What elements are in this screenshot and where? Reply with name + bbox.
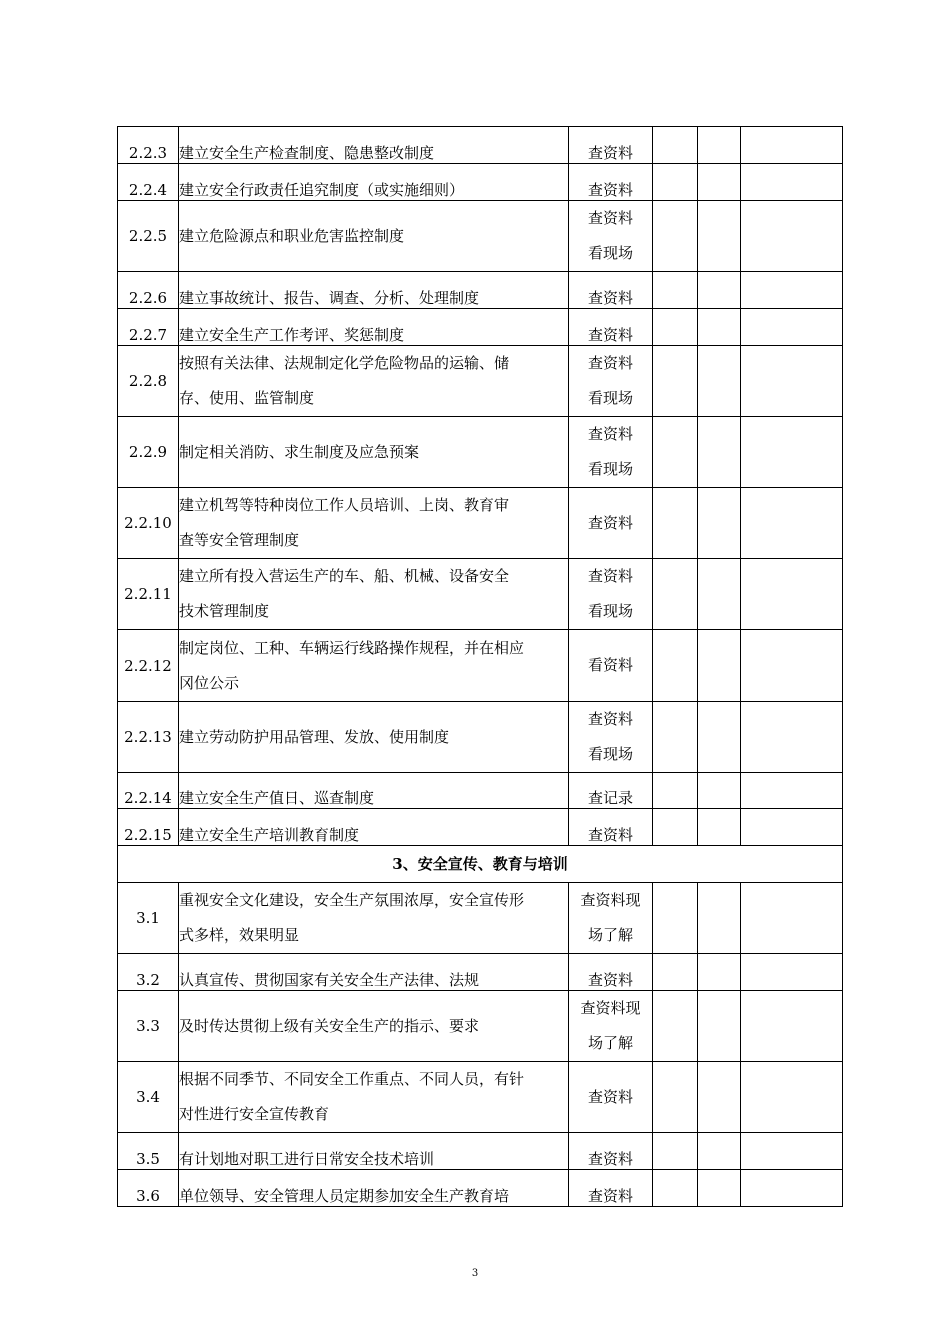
item-number-text: 3.1: [136, 909, 160, 927]
item-description-line: 及时传达贯彻上级有关安全生产的指示、要求: [179, 1016, 480, 1035]
item-description-line: 制定岗位、工种、车辆运行线路操作规程，并在相应: [179, 638, 525, 657]
item-description-line: 冈位公示: [179, 673, 240, 692]
item-description-line: 建立安全生产值日、巡查制度: [179, 789, 375, 807]
check-method-line: 查资料: [587, 181, 633, 199]
check-method: [569, 309, 653, 346]
item-description-line: 式多样，效果明显: [179, 926, 300, 944]
empty-cell: [741, 809, 843, 846]
item-number-text: 2.2.15: [124, 826, 172, 844]
check-method: [569, 809, 653, 846]
empty-cell: [653, 954, 698, 991]
item-number: [118, 773, 179, 809]
check-method-line: 查资料: [587, 1150, 633, 1168]
item-description-line: 建立安全生产培训教育制度: [179, 826, 360, 844]
empty-cell: [741, 954, 843, 991]
empty-cell: [741, 164, 843, 201]
item-description-line: 建立机驾等特种岗位工作人员培训、上岗、教育审: [179, 496, 510, 514]
check-method-line: 看现场: [587, 602, 633, 620]
empty-cell: [698, 272, 741, 309]
check-method-line: 查资料: [587, 354, 633, 372]
empty-cell: [653, 127, 698, 164]
check-method: [569, 346, 653, 417]
item-number-text: 2.2.4: [128, 181, 168, 199]
empty-cell: [653, 883, 698, 954]
check-method-line: 查资料现: [580, 999, 641, 1017]
inspection-checklist-table: [117, 126, 843, 1207]
item-number: [118, 883, 179, 954]
item-description: [179, 809, 569, 846]
item-number-text: 3.2: [136, 971, 160, 989]
empty-cell: [741, 883, 843, 954]
check-method: [569, 127, 653, 164]
item-number: [118, 954, 179, 991]
check-method-line: 看现场: [587, 389, 633, 407]
item-number: [118, 559, 179, 630]
item-description-line: 重视安全文化建设，安全生产氛围浓厚，安全宣传形: [179, 891, 525, 909]
check-method-line: 查资料: [587, 1087, 633, 1106]
table-row: [118, 1170, 843, 1207]
item-number-text: 3.3: [136, 1017, 160, 1035]
item-number: [118, 127, 179, 164]
table-row: [118, 702, 843, 773]
empty-cell: [653, 272, 698, 309]
table-row: [118, 164, 843, 201]
table-row: [118, 773, 843, 809]
check-method-line: 查资料: [587, 513, 633, 532]
empty-cell: [698, 309, 741, 346]
item-description: [179, 1133, 569, 1170]
table-row: [118, 127, 843, 164]
empty-cell: [698, 559, 741, 630]
item-number-text: 2.2.7: [128, 326, 168, 344]
item-description: [179, 417, 569, 488]
table-row: [118, 559, 843, 630]
item-number-text: 2.2.10: [124, 514, 172, 532]
item-description: [179, 309, 569, 346]
item-number-text: 2.2.9: [128, 443, 168, 461]
item-number-text: 3.4: [136, 1088, 160, 1106]
item-description-line: 对性进行安全宣传教育: [179, 1105, 330, 1123]
check-method: [569, 702, 653, 773]
table-row: [118, 488, 843, 559]
item-description: [179, 1170, 569, 1207]
empty-cell: [698, 954, 741, 991]
empty-cell: [698, 809, 741, 846]
empty-cell: [653, 1133, 698, 1170]
item-description-line: 根据不同季节、不同安全工作重点、不同人员，有针: [179, 1070, 525, 1088]
check-method-line: 查资料: [587, 326, 633, 344]
check-method: [569, 991, 653, 1062]
item-description-line: 建立安全生产检查制度、隐患整改制度: [179, 144, 435, 162]
check-method: [569, 559, 653, 630]
item-number: [118, 1062, 179, 1133]
table-row: [118, 309, 843, 346]
item-description: [179, 559, 569, 630]
table-row: [118, 272, 843, 309]
empty-cell: [741, 559, 843, 630]
check-method: [569, 1062, 653, 1133]
item-number-text: 2.2.14: [124, 789, 172, 807]
section-title: 3、安全宣传、教育与培训: [118, 846, 843, 883]
item-description: [179, 488, 569, 559]
empty-cell: [698, 201, 741, 272]
empty-cell: [653, 201, 698, 272]
table-row: [118, 1062, 843, 1133]
check-method: [569, 1133, 653, 1170]
item-description: [179, 127, 569, 164]
check-method-line: 查资料: [587, 1187, 633, 1205]
table-row: [118, 1133, 843, 1170]
check-method: [569, 1170, 653, 1207]
item-number: [118, 417, 179, 488]
item-description: [179, 346, 569, 417]
item-description-line: 查等安全管理制度: [179, 531, 300, 549]
item-number-text: 2.2.13: [124, 728, 172, 746]
empty-cell: [653, 1170, 698, 1207]
item-description: [179, 954, 569, 991]
empty-cell: [698, 488, 741, 559]
page-number: 3: [471, 1268, 479, 1279]
empty-cell: [698, 346, 741, 417]
empty-cell: [741, 630, 843, 702]
check-method-line: 场了解: [587, 926, 633, 944]
empty-cell: [653, 164, 698, 201]
empty-cell: [653, 417, 698, 488]
item-description: [179, 164, 569, 201]
check-method: [569, 417, 653, 488]
empty-cell: [698, 417, 741, 488]
item-description: [179, 883, 569, 954]
check-method-line: 查资料: [587, 289, 633, 307]
empty-cell: [653, 702, 698, 773]
item-number: [118, 272, 179, 309]
empty-cell: [741, 201, 843, 272]
item-number-text: 2.2.3: [128, 144, 168, 162]
item-number: [118, 309, 179, 346]
item-description-line: 建立安全生产工作考评、奖惩制度: [179, 326, 405, 344]
empty-cell: [653, 630, 698, 702]
item-description-line: 认真宣传、贯彻国家有关安全生产法律、法规: [179, 971, 480, 989]
check-method-line: 看现场: [587, 460, 633, 478]
check-method-line: 查资料: [587, 826, 633, 844]
empty-cell: [741, 1133, 843, 1170]
empty-cell: [653, 809, 698, 846]
table-row: [118, 809, 843, 846]
table-row: [118, 991, 843, 1062]
item-number-text: 2.2.6: [128, 289, 168, 307]
empty-cell: [741, 773, 843, 809]
item-description: [179, 272, 569, 309]
empty-cell: [741, 417, 843, 488]
item-description-line: 制定相关消防、求生制度及应急预案: [179, 442, 420, 461]
table-row: [118, 417, 843, 488]
check-method: [569, 201, 653, 272]
check-method: [569, 773, 653, 809]
empty-cell: [698, 991, 741, 1062]
empty-cell: [653, 488, 698, 559]
item-description-line: 建立劳动防护用品管理、发放、使用制度: [179, 727, 450, 746]
item-description: [179, 201, 569, 272]
check-method-line: 查资料现: [580, 891, 641, 909]
empty-cell: [698, 883, 741, 954]
item-number: [118, 1170, 179, 1207]
item-description-line: 技术管理制度: [179, 602, 270, 620]
empty-cell: [653, 309, 698, 346]
item-number: [118, 1133, 179, 1170]
empty-cell: [741, 346, 843, 417]
empty-cell: [698, 1133, 741, 1170]
empty-cell: [653, 1062, 698, 1133]
check-method-line: 查资料: [587, 971, 633, 989]
item-number: [118, 702, 179, 773]
empty-cell: [698, 630, 741, 702]
item-number-text: 2.2.12: [124, 656, 172, 675]
check-method-line: 场了解: [587, 1034, 633, 1052]
item-number: [118, 630, 179, 702]
check-method: [569, 630, 653, 702]
empty-cell: [698, 164, 741, 201]
check-method: [569, 488, 653, 559]
item-number-text: 3.6: [136, 1187, 160, 1205]
empty-cell: [698, 127, 741, 164]
item-description-line: 单位领导、安全管理人员定期参加安全生产教育培: [179, 1187, 510, 1205]
empty-cell: [741, 702, 843, 773]
item-number: [118, 346, 179, 417]
empty-cell: [741, 309, 843, 346]
empty-cell: [741, 272, 843, 309]
table-row: [118, 630, 843, 702]
empty-cell: [653, 346, 698, 417]
item-description: [179, 702, 569, 773]
table-body: [118, 127, 843, 1207]
table-row: [118, 883, 843, 954]
check-method: [569, 954, 653, 991]
item-description-line: 有计划地对职工进行日常安全技术培训: [179, 1150, 435, 1168]
empty-cell: [741, 127, 843, 164]
item-description-line: 存、使用、监管制度: [179, 389, 315, 407]
empty-cell: [698, 773, 741, 809]
item-number-text: 2.2.5: [128, 227, 168, 245]
empty-cell: [698, 702, 741, 773]
empty-cell: [653, 773, 698, 809]
item-number: [118, 201, 179, 272]
section-header-row: [118, 846, 843, 883]
item-number-text: 2.2.11: [124, 585, 172, 603]
item-number: [118, 488, 179, 559]
item-description-line: 建立安全行政责任追究制度（或实施细则）: [179, 181, 465, 199]
check-method-line: 看资料: [587, 656, 633, 674]
table-row: [118, 954, 843, 991]
check-method: [569, 164, 653, 201]
check-method-line: 查记录: [587, 789, 633, 807]
check-method: [569, 272, 653, 309]
item-description: [179, 773, 569, 809]
item-description-line: 按照有关法律、法规制定化学危险物品的运输、储: [179, 354, 510, 372]
empty-cell: [741, 1170, 843, 1207]
check-method-line: 看现场: [587, 244, 633, 262]
empty-cell: [698, 1170, 741, 1207]
empty-cell: [653, 559, 698, 630]
empty-cell: [741, 488, 843, 559]
item-description-line: 建立所有投入营运生产的车、船、机械、设备安全: [179, 567, 510, 585]
empty-cell: [653, 991, 698, 1062]
empty-cell: [698, 1062, 741, 1133]
item-number: [118, 164, 179, 201]
item-number: [118, 991, 179, 1062]
check-method-line: 查资料: [587, 144, 633, 162]
check-method-line: 看现场: [587, 745, 633, 763]
item-number-text: 3.5: [136, 1150, 160, 1168]
item-number: [118, 809, 179, 846]
item-description: [179, 991, 569, 1062]
check-method: [569, 883, 653, 954]
item-description-line: 建立事故统计、报告、调查、分析、处理制度: [179, 289, 480, 307]
check-method-line: 查资料: [587, 710, 633, 728]
empty-cell: [741, 991, 843, 1062]
table-row: [118, 346, 843, 417]
empty-cell: [741, 1062, 843, 1133]
item-description: [179, 1062, 569, 1133]
item-number-text: 2.2.8: [128, 372, 168, 390]
check-method-line: 查资料: [587, 425, 633, 443]
table-row: [118, 201, 843, 272]
check-method-line: 查资料: [587, 567, 633, 585]
item-description-line: 建立危险源点和职业危害监控制度: [179, 226, 405, 245]
check-method-line: 查资料: [587, 209, 633, 227]
item-description: [179, 630, 569, 702]
